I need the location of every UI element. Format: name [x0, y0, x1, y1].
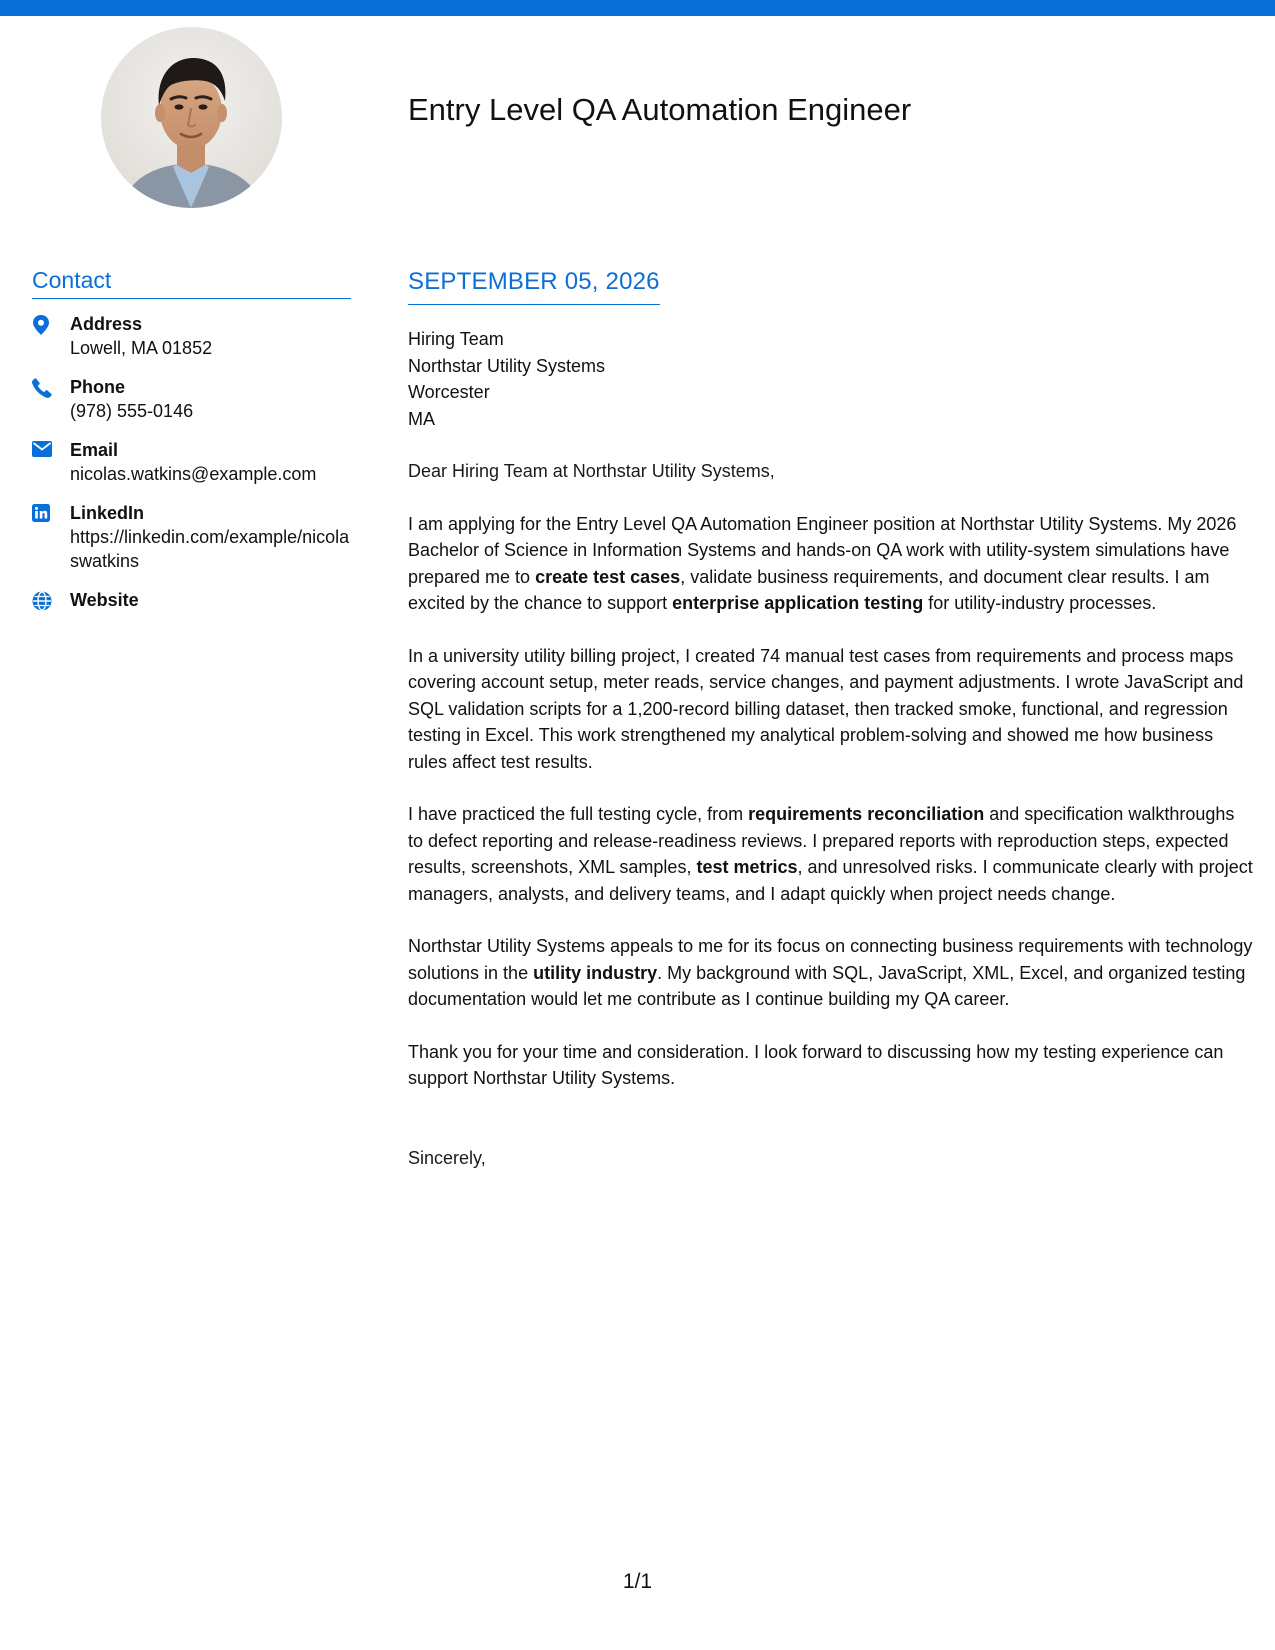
email-icon — [32, 438, 70, 457]
contact-sidebar — [32, 266, 351, 627]
letter-paragraph — [408, 511, 1253, 617]
emphasized-text: requirements reconciliation — [748, 804, 985, 824]
closing: Sincerely, — [408, 1147, 486, 1168]
emphasized-text: enterprise application testing — [672, 593, 924, 613]
emphasized-text: test metrics — [696, 857, 798, 877]
globe-icon — [32, 588, 70, 611]
phone-icon — [32, 375, 70, 398]
phone-value: (978) 555-0146 — [70, 401, 194, 421]
contact-list — [32, 312, 351, 612]
recipient-block — [408, 326, 1253, 432]
email-value[interactable]: nicolas.watkins@example.com — [70, 464, 317, 484]
paragraph-text: , validate business requirements, and document clear results. I am excited by the chance to support — [408, 566, 1210, 613]
emphasized-text: utility industry — [533, 962, 658, 983]
letter-paragraph — [408, 801, 1253, 907]
recipient-line: Worcester — [408, 382, 490, 402]
date-block — [408, 266, 660, 305]
contact-item-email — [32, 438, 351, 486]
contact-item-phone — [32, 375, 351, 423]
recipient-line: MA — [408, 408, 435, 429]
linkedin-icon — [32, 501, 70, 522]
recipient-line: Northstar Utility Systems — [408, 355, 606, 376]
contact-label: Address — [70, 314, 143, 334]
contact-item-linkedin — [32, 501, 351, 573]
letter-paragraphs — [408, 511, 1253, 1092]
paragraph-text: for utility-industry processes. — [923, 593, 1157, 613]
paragraph-text: . My background with SQL, JavaScript, XML, Excel, and organized testing documentation would let me contribute as I continue building my QA career. — [408, 962, 1246, 1009]
paragraph-text: Northstar Utility Systems appeals to me for its focus on connecting business requirements with technology solutions in the — [408, 936, 1253, 983]
map-pin-icon — [32, 312, 70, 335]
paragraph-text: I am applying for the Entry Level QA Automation Engineer position at Northstar Utility Systems. My 2026 Bachelor of Science in Information Systems and hands-on QA work with utility-system simulations have prepared me to — [408, 513, 1237, 587]
avatar — [101, 27, 282, 208]
letter-paragraph — [408, 1039, 1253, 1092]
top-accent-bar — [0, 0, 1275, 16]
contact-label: Website — [70, 590, 139, 610]
paragraph-text: Thank you for your time and consideration. I look forward to discussing how my testing experience can support Northstar Utility Systems. — [408, 1041, 1224, 1088]
paragraph-text: and specification walkthroughs to defect reporting and release-readiness reviews. I prepared reports with reproduction steps, expected results, screenshots, XML samples, — [408, 804, 1235, 877]
letter-paragraph — [408, 933, 1253, 1013]
paragraph-text: , and unresolved risks. I communicate clearly with project managers, analysts, and delivery teams, and I adapt quickly when project needs change. — [408, 857, 1253, 904]
recipient-line: Hiring Team — [408, 329, 504, 349]
letter-paragraph — [408, 643, 1253, 776]
salutation: Dear Hiring Team at Northstar Utility Systems, — [408, 461, 775, 481]
linkedin-value[interactable]: https://linkedin.com/example/nicolaswatkins — [70, 527, 350, 571]
contact-label: LinkedIn — [70, 503, 145, 523]
contact-item-website — [32, 588, 351, 612]
contact-label: Email — [70, 440, 119, 460]
job-title: Entry Level QA Automation Engineer — [408, 92, 912, 127]
paragraph-text: In a university utility billing project, I created 74 manual test cases from requirements and process maps covering account setup, meter reads, service changes, and payment adjustments. I wrote JavaScript and SQL validation scripts for a 1,200-record billing dataset, then tracked smoke, functional, and regression testing in Excel. This work strengthened my analytical problem-solving and showed me how business rules affect test results. — [408, 645, 1244, 772]
contact-item-address — [32, 312, 351, 360]
page-number: 1/1 — [622, 1570, 653, 1593]
contact-label: Phone — [70, 377, 126, 397]
letter-date: SEPTEMBER 05, 2026 — [408, 268, 660, 295]
letter-body — [408, 266, 1253, 1171]
paragraph-text: I have practiced the full testing cycle, from — [408, 804, 749, 824]
emphasized-text: create test cases — [535, 566, 681, 587]
address-value: Lowell, MA 01852 — [70, 338, 213, 358]
contact-heading: Contact — [32, 266, 351, 299]
